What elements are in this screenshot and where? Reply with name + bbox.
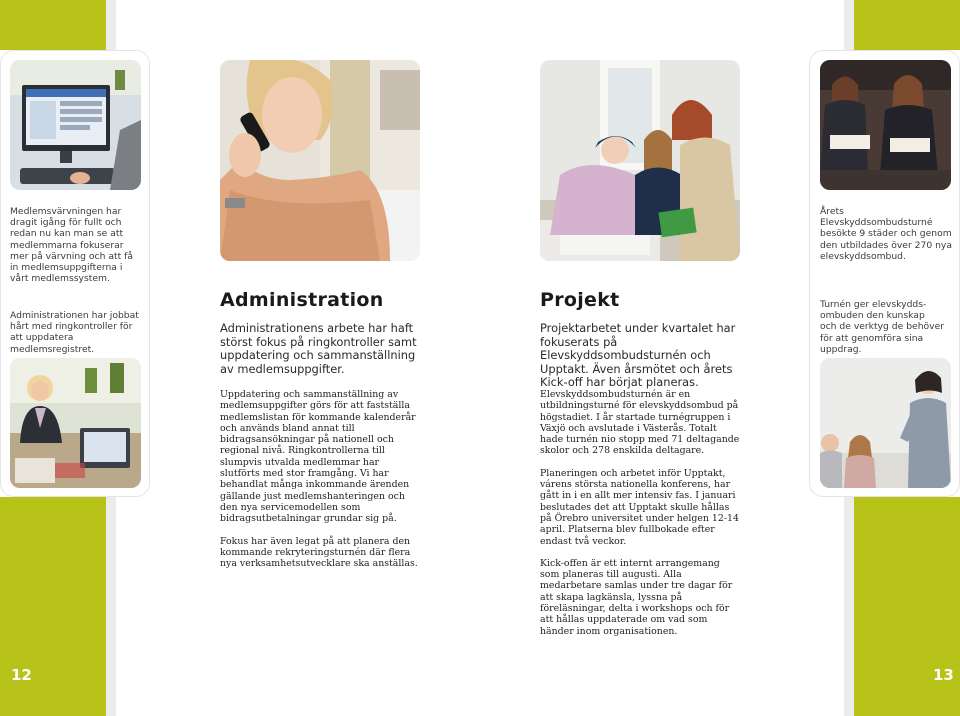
computer-screen-photo: [10, 60, 141, 190]
projekt-body: [540, 389, 740, 648]
woman-on-phone-photo: [220, 60, 420, 261]
projekt-heading: Projekt: [540, 289, 620, 311]
presenter-photo: [820, 358, 951, 488]
projekt-paragraph: Planeringen och arbetet inför Upptakt, várens största nationella konferens, har gått in i en allt mer intensiv fas. I januari beslutades det att Upptakt skulle hållas på Örebro universitet under helgen 12-14 april. Platserna blev fullbokade efter endast två veckor.: [540, 467, 739, 547]
administration-heading: Administration: [220, 289, 384, 311]
page-number-right: 13: [933, 666, 954, 684]
administration-intro: Administrationens arbete har haft störst fokus på ringkontroller samt uppdatering och sammanställning av medlemsuppgifter.: [220, 321, 417, 376]
left-caption-top: Medlemsvärvningen har dragit igång för fullt och redan nu kan man se att medlemmarna fokuserar mer på värvning och att få in medlemsuppgifterna i vårt medlemssystem.: [10, 206, 133, 285]
accent-block-top-left: [0, 0, 106, 50]
right-caption-top: Årets Elevskyddsombudsturné besökte 9 städer och genom den utbildades över 270 nya elevskyddsombud.: [820, 206, 952, 262]
right-caption-bottom: Turnén ger elevskydds-ombuden den kunskap och de verktyg de behöver för att genomföra sina uppdrag.: [820, 299, 944, 355]
page-number-left: 12: [11, 666, 32, 684]
projekt-intro: Projektarbetet under kvartalet har fokuserats på Elevskyddsombudsturnén och Upptakt. Även årsmötet och årets Kick-off har börjat planeras.: [540, 321, 736, 390]
office-worker-photo: [10, 358, 141, 488]
audience-photo: [820, 60, 951, 190]
projekt-paragraph: Elevskyddsombudsturnén är en utbildningsturné för elevskyddsombud på högstadiet. I år startade turnégruppen i Växjö och avslutade i Västerås. Totalt hade turnén nio stopp med 71 deltagande skolor och 278 enskilda deltagare.: [540, 389, 740, 457]
left-caption-bottom: Administrationen har jobbat hårt med ringkontroller för att uppdatera medlemsregistret.: [10, 310, 139, 355]
accent-block-top-right: [854, 0, 960, 50]
administration-body: [220, 389, 420, 580]
administration-paragraph: Fokus har även legat på att planera den kommande rekryteringsturnén där flera nya verksamhetsutvecklare ska anställas.: [220, 535, 418, 570]
projekt-paragraph: Kick-offen är ett internt arrangemang som planeras till augusti. Alla medarbetare samlas under tre dagar för att skapa lagkänsla, lyssna på föreläsningar, delta i workshops och för att hållas uppdaterade om vad som händer inom organisationen.: [540, 557, 733, 637]
project-team-photo: [540, 60, 740, 261]
administration-paragraph: Uppdatering och sammanställning av medlemsuppgifter görs för att fastställa medlemslistan för kommande kalenderår och används bland annat till bidragsansökningar på nationell och regional nivå. Ringkontrollerna till slumpvis utvalda medlemmar har slutförts med stor framgång. Vi har behandlat många inkommande ärenden gällande just medlemshanteringen och den nya servicemodellen som bidragsutbetalningar grundar sig på.: [220, 389, 416, 525]
